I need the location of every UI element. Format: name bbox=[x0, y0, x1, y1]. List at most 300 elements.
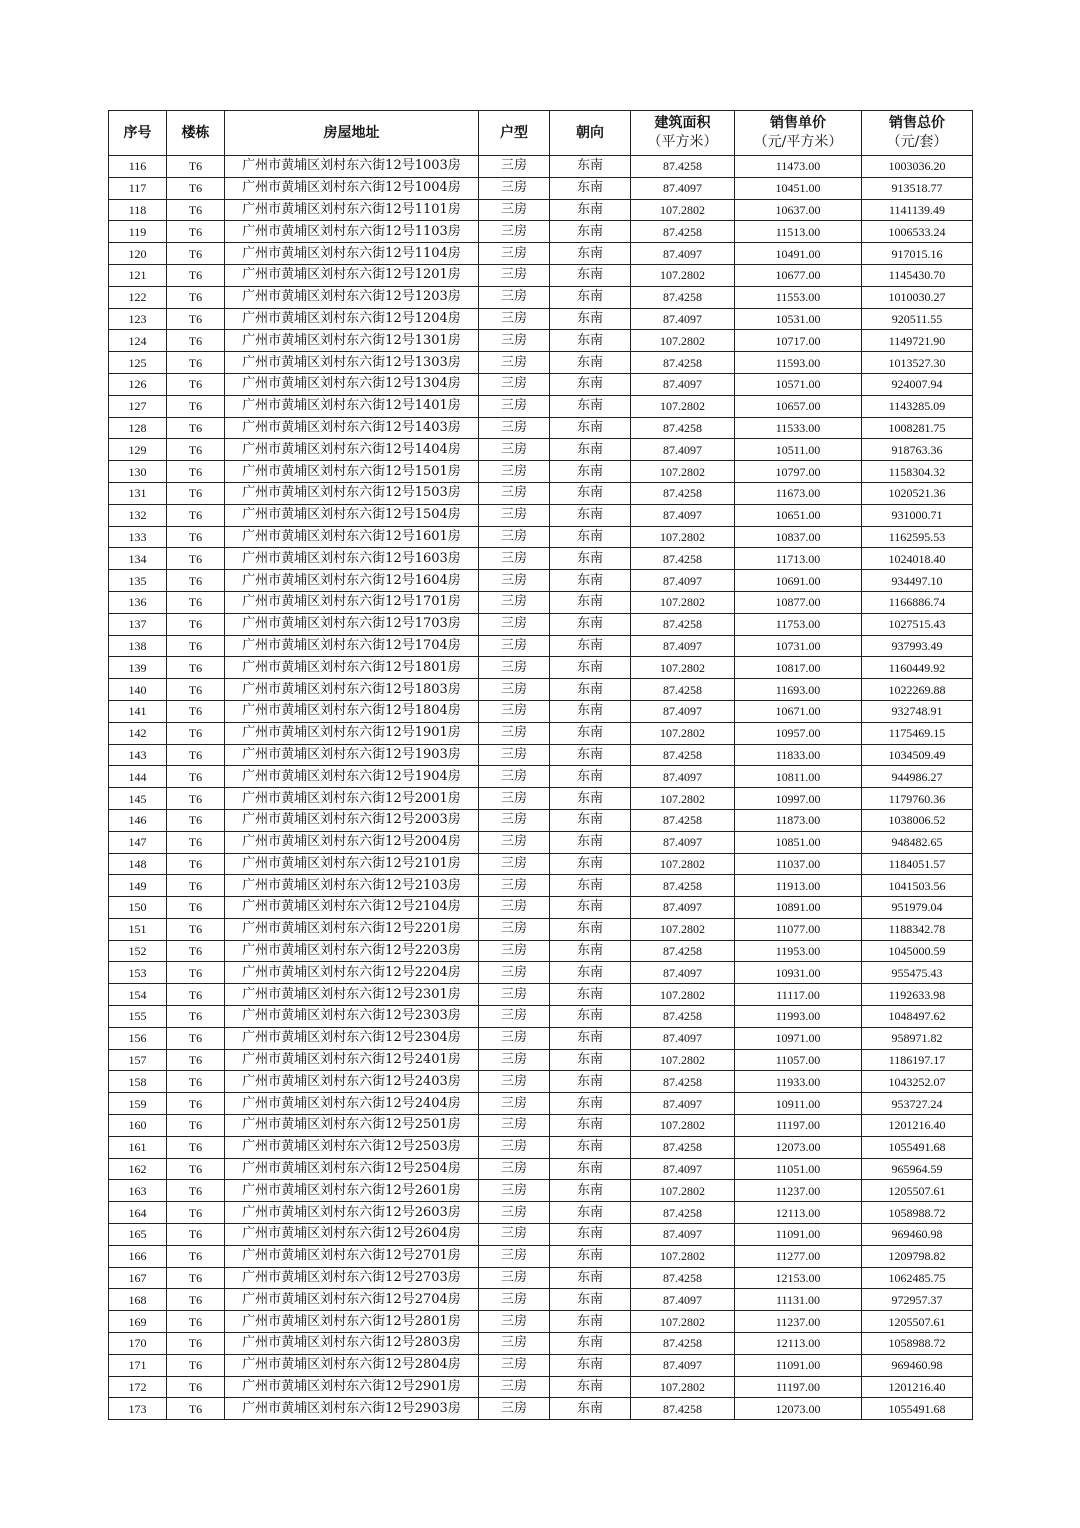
cell-area: 87.4258 bbox=[631, 613, 735, 635]
cell-building: T6 bbox=[167, 1027, 225, 1049]
table-row bbox=[109, 264, 973, 286]
cell-total-price: 937993.49 bbox=[862, 635, 973, 657]
cell-total-price: 1027515.43 bbox=[862, 613, 973, 635]
cell-orientation: 东南 bbox=[550, 526, 631, 548]
table-row bbox=[109, 1027, 973, 1049]
cell-building: T6 bbox=[167, 243, 225, 265]
cell-unit-type: 三房 bbox=[479, 417, 550, 439]
cell-area: 87.4097 bbox=[631, 700, 735, 722]
cell-building: T6 bbox=[167, 199, 225, 221]
cell-unit-price: 12073.00 bbox=[735, 1398, 862, 1420]
cell-seq: 122 bbox=[109, 286, 167, 308]
cell-address: 广州市黄埔区刘村东六街12号2401房 bbox=[225, 1049, 479, 1071]
table-row bbox=[109, 962, 973, 984]
cell-seq: 136 bbox=[109, 591, 167, 613]
cell-seq: 156 bbox=[109, 1027, 167, 1049]
cell-unit-price: 10491.00 bbox=[735, 243, 862, 265]
cell-unit-type: 三房 bbox=[479, 1354, 550, 1376]
cell-unit-price: 10677.00 bbox=[735, 264, 862, 286]
cell-seq: 128 bbox=[109, 417, 167, 439]
cell-unit-price: 10797.00 bbox=[735, 461, 862, 483]
cell-address: 广州市黄埔区刘村东六街12号2403房 bbox=[225, 1071, 479, 1093]
cell-area: 107.2802 bbox=[631, 1180, 735, 1202]
table-row bbox=[109, 853, 973, 875]
cell-seq: 165 bbox=[109, 1224, 167, 1246]
header-building: 楼栋 bbox=[167, 111, 225, 156]
cell-area: 107.2802 bbox=[631, 526, 735, 548]
cell-total-price: 1008281.75 bbox=[862, 417, 973, 439]
table-row bbox=[109, 1202, 973, 1224]
cell-unit-price: 11117.00 bbox=[735, 984, 862, 1006]
cell-total-price: 958971.82 bbox=[862, 1027, 973, 1049]
cell-seq: 161 bbox=[109, 1136, 167, 1158]
cell-unit-price: 12113.00 bbox=[735, 1202, 862, 1224]
table-row bbox=[109, 548, 973, 570]
cell-building: T6 bbox=[167, 1398, 225, 1420]
cell-area: 107.2802 bbox=[631, 1311, 735, 1333]
cell-unit-price: 10717.00 bbox=[735, 330, 862, 352]
cell-building: T6 bbox=[167, 679, 225, 701]
cell-building: T6 bbox=[167, 482, 225, 504]
cell-address: 广州市黄埔区刘村东六街12号2404房 bbox=[225, 1093, 479, 1115]
cell-address: 广州市黄埔区刘村东六街12号1603房 bbox=[225, 548, 479, 570]
cell-total-price: 1024018.40 bbox=[862, 548, 973, 570]
cell-unit-type: 三房 bbox=[479, 1093, 550, 1115]
cell-total-price: 1201216.40 bbox=[862, 1376, 973, 1398]
cell-unit-type: 三房 bbox=[479, 897, 550, 919]
table-row bbox=[109, 1245, 973, 1267]
cell-unit-type: 三房 bbox=[479, 1289, 550, 1311]
cell-unit-type: 三房 bbox=[479, 700, 550, 722]
table-row bbox=[109, 897, 973, 919]
cell-orientation: 东南 bbox=[550, 940, 631, 962]
cell-area: 87.4097 bbox=[631, 1027, 735, 1049]
cell-seq: 149 bbox=[109, 875, 167, 897]
table-row bbox=[109, 984, 973, 1006]
cell-building: T6 bbox=[167, 788, 225, 810]
cell-unit-type: 三房 bbox=[479, 177, 550, 199]
cell-seq: 169 bbox=[109, 1311, 167, 1333]
cell-building: T6 bbox=[167, 940, 225, 962]
cell-unit-type: 三房 bbox=[479, 243, 550, 265]
table-row bbox=[109, 526, 973, 548]
header-orientation: 朝向 bbox=[550, 111, 631, 156]
cell-unit-price: 11913.00 bbox=[735, 875, 862, 897]
cell-building: T6 bbox=[167, 1289, 225, 1311]
cell-total-price: 1062485.75 bbox=[862, 1267, 973, 1289]
cell-seq: 133 bbox=[109, 526, 167, 548]
cell-area: 87.4097 bbox=[631, 897, 735, 919]
table-row bbox=[109, 1136, 973, 1158]
cell-unit-price: 12113.00 bbox=[735, 1333, 862, 1355]
cell-total-price: 932748.91 bbox=[862, 700, 973, 722]
cell-unit-price: 11131.00 bbox=[735, 1289, 862, 1311]
cell-address: 广州市黄埔区刘村东六街12号2104房 bbox=[225, 897, 479, 919]
cell-orientation: 东南 bbox=[550, 744, 631, 766]
cell-unit-type: 三房 bbox=[479, 984, 550, 1006]
cell-orientation: 东南 bbox=[550, 1289, 631, 1311]
table-row bbox=[109, 940, 973, 962]
cell-orientation: 东南 bbox=[550, 766, 631, 788]
cell-seq: 150 bbox=[109, 897, 167, 919]
cell-orientation: 东南 bbox=[550, 1354, 631, 1376]
header-unit-price bbox=[735, 111, 862, 156]
cell-orientation: 东南 bbox=[550, 461, 631, 483]
cell-address: 广州市黄埔区刘村东六街12号1801房 bbox=[225, 657, 479, 679]
cell-area: 87.4097 bbox=[631, 1289, 735, 1311]
cell-seq: 120 bbox=[109, 243, 167, 265]
cell-building: T6 bbox=[167, 461, 225, 483]
table-row bbox=[109, 461, 973, 483]
cell-building: T6 bbox=[167, 613, 225, 635]
cell-area: 107.2802 bbox=[631, 722, 735, 744]
cell-building: T6 bbox=[167, 1093, 225, 1115]
table-row bbox=[109, 591, 973, 613]
cell-orientation: 东南 bbox=[550, 286, 631, 308]
cell-building: T6 bbox=[167, 766, 225, 788]
cell-unit-type: 三房 bbox=[479, 221, 550, 243]
cell-total-price: 969460.98 bbox=[862, 1354, 973, 1376]
cell-seq: 151 bbox=[109, 918, 167, 940]
cell-area: 87.4097 bbox=[631, 635, 735, 657]
cell-area: 87.4097 bbox=[631, 1224, 735, 1246]
cell-seq: 135 bbox=[109, 570, 167, 592]
cell-seq: 172 bbox=[109, 1376, 167, 1398]
cell-orientation: 东南 bbox=[550, 417, 631, 439]
cell-address: 广州市黄埔区刘村东六街12号2704房 bbox=[225, 1289, 479, 1311]
cell-orientation: 东南 bbox=[550, 635, 631, 657]
table-row bbox=[109, 635, 973, 657]
cell-total-price: 924007.94 bbox=[862, 373, 973, 395]
cell-seq: 170 bbox=[109, 1333, 167, 1355]
table-row bbox=[109, 657, 973, 679]
cell-unit-type: 三房 bbox=[479, 330, 550, 352]
cell-orientation: 东南 bbox=[550, 1006, 631, 1028]
cell-unit-type: 三房 bbox=[479, 1245, 550, 1267]
cell-total-price: 1188342.78 bbox=[862, 918, 973, 940]
cell-unit-type: 三房 bbox=[479, 809, 550, 831]
cell-total-price: 972957.37 bbox=[862, 1289, 973, 1311]
cell-orientation: 东南 bbox=[550, 1049, 631, 1071]
cell-unit-type: 三房 bbox=[479, 264, 550, 286]
cell-unit-price: 10651.00 bbox=[735, 504, 862, 526]
cell-area: 87.4097 bbox=[631, 570, 735, 592]
cell-unit-price: 11237.00 bbox=[735, 1180, 862, 1202]
table-row bbox=[109, 1115, 973, 1137]
cell-orientation: 东南 bbox=[550, 570, 631, 592]
cell-orientation: 东南 bbox=[550, 156, 631, 178]
cell-seq: 139 bbox=[109, 657, 167, 679]
header-total-price bbox=[862, 111, 973, 156]
table-row bbox=[109, 286, 973, 308]
cell-unit-price: 11037.00 bbox=[735, 853, 862, 875]
cell-unit-type: 三房 bbox=[479, 635, 550, 657]
cell-seq: 137 bbox=[109, 613, 167, 635]
cell-orientation: 东南 bbox=[550, 1398, 631, 1420]
cell-unit-price: 11993.00 bbox=[735, 1006, 862, 1028]
cell-area: 87.4258 bbox=[631, 1006, 735, 1028]
cell-building: T6 bbox=[167, 330, 225, 352]
cell-address: 广州市黄埔区刘村东六街12号1204房 bbox=[225, 308, 479, 330]
cell-unit-price: 11237.00 bbox=[735, 1311, 862, 1333]
cell-address: 广州市黄埔区刘村东六街12号1304房 bbox=[225, 373, 479, 395]
cell-unit-price: 11197.00 bbox=[735, 1115, 862, 1137]
cell-total-price: 1058988.72 bbox=[862, 1333, 973, 1355]
cell-unit-price: 10691.00 bbox=[735, 570, 862, 592]
cell-unit-price: 11513.00 bbox=[735, 221, 862, 243]
cell-total-price: 1143285.09 bbox=[862, 395, 973, 417]
cell-orientation: 东南 bbox=[550, 243, 631, 265]
cell-seq: 116 bbox=[109, 156, 167, 178]
cell-area: 87.4258 bbox=[631, 1267, 735, 1289]
table-row bbox=[109, 679, 973, 701]
cell-total-price: 1201216.40 bbox=[862, 1115, 973, 1137]
cell-seq: 163 bbox=[109, 1180, 167, 1202]
cell-orientation: 东南 bbox=[550, 177, 631, 199]
cell-seq: 143 bbox=[109, 744, 167, 766]
cell-address: 广州市黄埔区刘村东六街12号1901房 bbox=[225, 722, 479, 744]
cell-address: 广州市黄埔区刘村东六街12号1501房 bbox=[225, 461, 479, 483]
cell-address: 广州市黄埔区刘村东六街12号1104房 bbox=[225, 243, 479, 265]
cell-building: T6 bbox=[167, 548, 225, 570]
cell-seq: 117 bbox=[109, 177, 167, 199]
cell-orientation: 东南 bbox=[550, 1158, 631, 1180]
cell-total-price: 1160449.92 bbox=[862, 657, 973, 679]
cell-unit-type: 三房 bbox=[479, 1006, 550, 1028]
cell-area: 87.4258 bbox=[631, 352, 735, 374]
cell-area: 87.4258 bbox=[631, 417, 735, 439]
cell-building: T6 bbox=[167, 591, 225, 613]
cell-address: 广州市黄埔区刘村东六街12号2103房 bbox=[225, 875, 479, 897]
cell-area: 107.2802 bbox=[631, 199, 735, 221]
cell-unit-type: 三房 bbox=[479, 1027, 550, 1049]
cell-total-price: 1038006.52 bbox=[862, 809, 973, 831]
table-row bbox=[109, 352, 973, 374]
cell-building: T6 bbox=[167, 1136, 225, 1158]
cell-building: T6 bbox=[167, 1267, 225, 1289]
cell-seq: 173 bbox=[109, 1398, 167, 1420]
cell-area: 87.4097 bbox=[631, 766, 735, 788]
cell-unit-type: 三房 bbox=[479, 766, 550, 788]
cell-unit-price: 11673.00 bbox=[735, 482, 862, 504]
cell-building: T6 bbox=[167, 352, 225, 374]
cell-area: 87.4258 bbox=[631, 482, 735, 504]
cell-area: 87.4097 bbox=[631, 308, 735, 330]
table-row bbox=[109, 482, 973, 504]
table-row bbox=[109, 570, 973, 592]
cell-unit-type: 三房 bbox=[479, 1311, 550, 1333]
cell-area: 87.4097 bbox=[631, 504, 735, 526]
cell-building: T6 bbox=[167, 1354, 225, 1376]
cell-address: 广州市黄埔区刘村东六街12号2204房 bbox=[225, 962, 479, 984]
cell-total-price: 1045000.59 bbox=[862, 940, 973, 962]
cell-area: 107.2802 bbox=[631, 853, 735, 875]
cell-orientation: 东南 bbox=[550, 984, 631, 1006]
cell-orientation: 东南 bbox=[550, 897, 631, 919]
cell-unit-price: 12153.00 bbox=[735, 1267, 862, 1289]
cell-orientation: 东南 bbox=[550, 613, 631, 635]
table-row bbox=[109, 243, 973, 265]
cell-address: 广州市黄埔区刘村东六街12号2804房 bbox=[225, 1354, 479, 1376]
cell-total-price: 1003036.20 bbox=[862, 156, 973, 178]
cell-orientation: 东南 bbox=[550, 199, 631, 221]
cell-unit-price: 10571.00 bbox=[735, 373, 862, 395]
cell-address: 广州市黄埔区刘村东六街12号1303房 bbox=[225, 352, 479, 374]
cell-address: 广州市黄埔区刘村东六街12号1003房 bbox=[225, 156, 479, 178]
cell-address: 广州市黄埔区刘村东六街12号1701房 bbox=[225, 591, 479, 613]
cell-address: 广州市黄埔区刘村东六街12号2901房 bbox=[225, 1376, 479, 1398]
cell-building: T6 bbox=[167, 504, 225, 526]
cell-building: T6 bbox=[167, 700, 225, 722]
cell-unit-type: 三房 bbox=[479, 1202, 550, 1224]
cell-total-price: 934497.10 bbox=[862, 570, 973, 592]
cell-address: 广州市黄埔区刘村东六街12号2201房 bbox=[225, 918, 479, 940]
cell-orientation: 东南 bbox=[550, 1311, 631, 1333]
cell-orientation: 东南 bbox=[550, 1136, 631, 1158]
table-row bbox=[109, 1049, 973, 1071]
cell-building: T6 bbox=[167, 308, 225, 330]
cell-orientation: 东南 bbox=[550, 657, 631, 679]
cell-address: 广州市黄埔区刘村东六街12号1504房 bbox=[225, 504, 479, 526]
cell-orientation: 东南 bbox=[550, 308, 631, 330]
cell-unit-type: 三房 bbox=[479, 1180, 550, 1202]
cell-unit-type: 三房 bbox=[479, 199, 550, 221]
cell-unit-type: 三房 bbox=[479, 962, 550, 984]
cell-seq: 144 bbox=[109, 766, 167, 788]
cell-address: 广州市黄埔区刘村东六街12号2303房 bbox=[225, 1006, 479, 1028]
cell-area: 107.2802 bbox=[631, 330, 735, 352]
cell-building: T6 bbox=[167, 1115, 225, 1137]
cell-address: 广州市黄埔区刘村东六街12号1803房 bbox=[225, 679, 479, 701]
cell-unit-type: 三房 bbox=[479, 1267, 550, 1289]
cell-area: 87.4258 bbox=[631, 809, 735, 831]
cell-building: T6 bbox=[167, 831, 225, 853]
cell-unit-type: 三房 bbox=[479, 1376, 550, 1398]
cell-area: 107.2802 bbox=[631, 591, 735, 613]
cell-total-price: 1055491.68 bbox=[862, 1136, 973, 1158]
cell-area: 87.4258 bbox=[631, 286, 735, 308]
cell-orientation: 东南 bbox=[550, 1267, 631, 1289]
table-row bbox=[109, 330, 973, 352]
cell-area: 87.4258 bbox=[631, 548, 735, 570]
cell-unit-type: 三房 bbox=[479, 788, 550, 810]
cell-unit-price: 10837.00 bbox=[735, 526, 862, 548]
cell-unit-price: 10531.00 bbox=[735, 308, 862, 330]
cell-seq: 138 bbox=[109, 635, 167, 657]
cell-building: T6 bbox=[167, 1202, 225, 1224]
cell-address: 广州市黄埔区刘村东六街12号1401房 bbox=[225, 395, 479, 417]
cell-building: T6 bbox=[167, 635, 225, 657]
cell-address: 广州市黄埔区刘村东六街12号2604房 bbox=[225, 1224, 479, 1246]
cell-seq: 155 bbox=[109, 1006, 167, 1028]
cell-unit-type: 三房 bbox=[479, 439, 550, 461]
table-row bbox=[109, 809, 973, 831]
cell-unit-price: 11533.00 bbox=[735, 417, 862, 439]
cell-total-price: 931000.71 bbox=[862, 504, 973, 526]
cell-area: 87.4097 bbox=[631, 373, 735, 395]
header-seq: 序号 bbox=[109, 111, 167, 156]
cell-building: T6 bbox=[167, 984, 225, 1006]
cell-area: 107.2802 bbox=[631, 1376, 735, 1398]
cell-area: 87.4258 bbox=[631, 679, 735, 701]
table-row bbox=[109, 1267, 973, 1289]
cell-unit-type: 三房 bbox=[479, 526, 550, 548]
cell-address: 广州市黄埔区刘村东六街12号1403房 bbox=[225, 417, 479, 439]
table-row bbox=[109, 1311, 973, 1333]
cell-address: 广州市黄埔区刘村东六街12号2503房 bbox=[225, 1136, 479, 1158]
cell-unit-price: 10671.00 bbox=[735, 700, 862, 722]
cell-address: 广州市黄埔区刘村东六街12号2603房 bbox=[225, 1202, 479, 1224]
cell-unit-price: 11057.00 bbox=[735, 1049, 862, 1071]
cell-total-price: 1205507.61 bbox=[862, 1180, 973, 1202]
cell-building: T6 bbox=[167, 1333, 225, 1355]
cell-building: T6 bbox=[167, 1224, 225, 1246]
cell-orientation: 东南 bbox=[550, 548, 631, 570]
cell-address: 广州市黄埔区刘村东六街12号2501房 bbox=[225, 1115, 479, 1137]
cell-unit-type: 三房 bbox=[479, 591, 550, 613]
cell-area: 87.4258 bbox=[631, 221, 735, 243]
cell-unit-type: 三房 bbox=[479, 373, 550, 395]
cell-building: T6 bbox=[167, 417, 225, 439]
cell-address: 广州市黄埔区刘村东六街12号2101房 bbox=[225, 853, 479, 875]
cell-unit-price: 11091.00 bbox=[735, 1354, 862, 1376]
cell-seq: 134 bbox=[109, 548, 167, 570]
cell-orientation: 东南 bbox=[550, 1180, 631, 1202]
cell-area: 87.4097 bbox=[631, 962, 735, 984]
header-row bbox=[109, 111, 973, 156]
cell-total-price: 953727.24 bbox=[862, 1093, 973, 1115]
header-unit-type: 户型 bbox=[479, 111, 550, 156]
cell-total-price: 1166886.74 bbox=[862, 591, 973, 613]
cell-unit-type: 三房 bbox=[479, 286, 550, 308]
cell-unit-price: 10811.00 bbox=[735, 766, 862, 788]
cell-building: T6 bbox=[167, 1311, 225, 1333]
cell-unit-type: 三房 bbox=[479, 853, 550, 875]
cell-orientation: 东南 bbox=[550, 330, 631, 352]
cell-address: 广州市黄埔区刘村东六街12号1103房 bbox=[225, 221, 479, 243]
cell-address: 广州市黄埔区刘村东六街12号1203房 bbox=[225, 286, 479, 308]
table-row bbox=[109, 1224, 973, 1246]
cell-building: T6 bbox=[167, 1049, 225, 1071]
cell-building: T6 bbox=[167, 526, 225, 548]
cell-unit-price: 11833.00 bbox=[735, 744, 862, 766]
cell-unit-price: 10451.00 bbox=[735, 177, 862, 199]
cell-total-price: 1205507.61 bbox=[862, 1311, 973, 1333]
cell-orientation: 东南 bbox=[550, 1027, 631, 1049]
table-row bbox=[109, 788, 973, 810]
cell-address: 广州市黄埔区刘村东六街12号1101房 bbox=[225, 199, 479, 221]
cell-building: T6 bbox=[167, 373, 225, 395]
table-row bbox=[109, 744, 973, 766]
cell-orientation: 东南 bbox=[550, 1093, 631, 1115]
cell-orientation: 东南 bbox=[550, 962, 631, 984]
cell-building: T6 bbox=[167, 722, 225, 744]
cell-unit-type: 三房 bbox=[479, 1071, 550, 1093]
header-total-price-label: 销售总价 bbox=[889, 115, 945, 131]
cell-building: T6 bbox=[167, 1006, 225, 1028]
cell-area: 87.4258 bbox=[631, 156, 735, 178]
cell-orientation: 东南 bbox=[550, 788, 631, 810]
cell-unit-price: 11077.00 bbox=[735, 918, 862, 940]
cell-seq: 124 bbox=[109, 330, 167, 352]
cell-area: 87.4258 bbox=[631, 744, 735, 766]
cell-unit-type: 三房 bbox=[479, 679, 550, 701]
header-area bbox=[631, 111, 735, 156]
cell-address: 广州市黄埔区刘村东六街12号2903房 bbox=[225, 1398, 479, 1420]
cell-seq: 121 bbox=[109, 264, 167, 286]
cell-unit-price: 11277.00 bbox=[735, 1245, 862, 1267]
cell-address: 广州市黄埔区刘村东六街12号1904房 bbox=[225, 766, 479, 788]
